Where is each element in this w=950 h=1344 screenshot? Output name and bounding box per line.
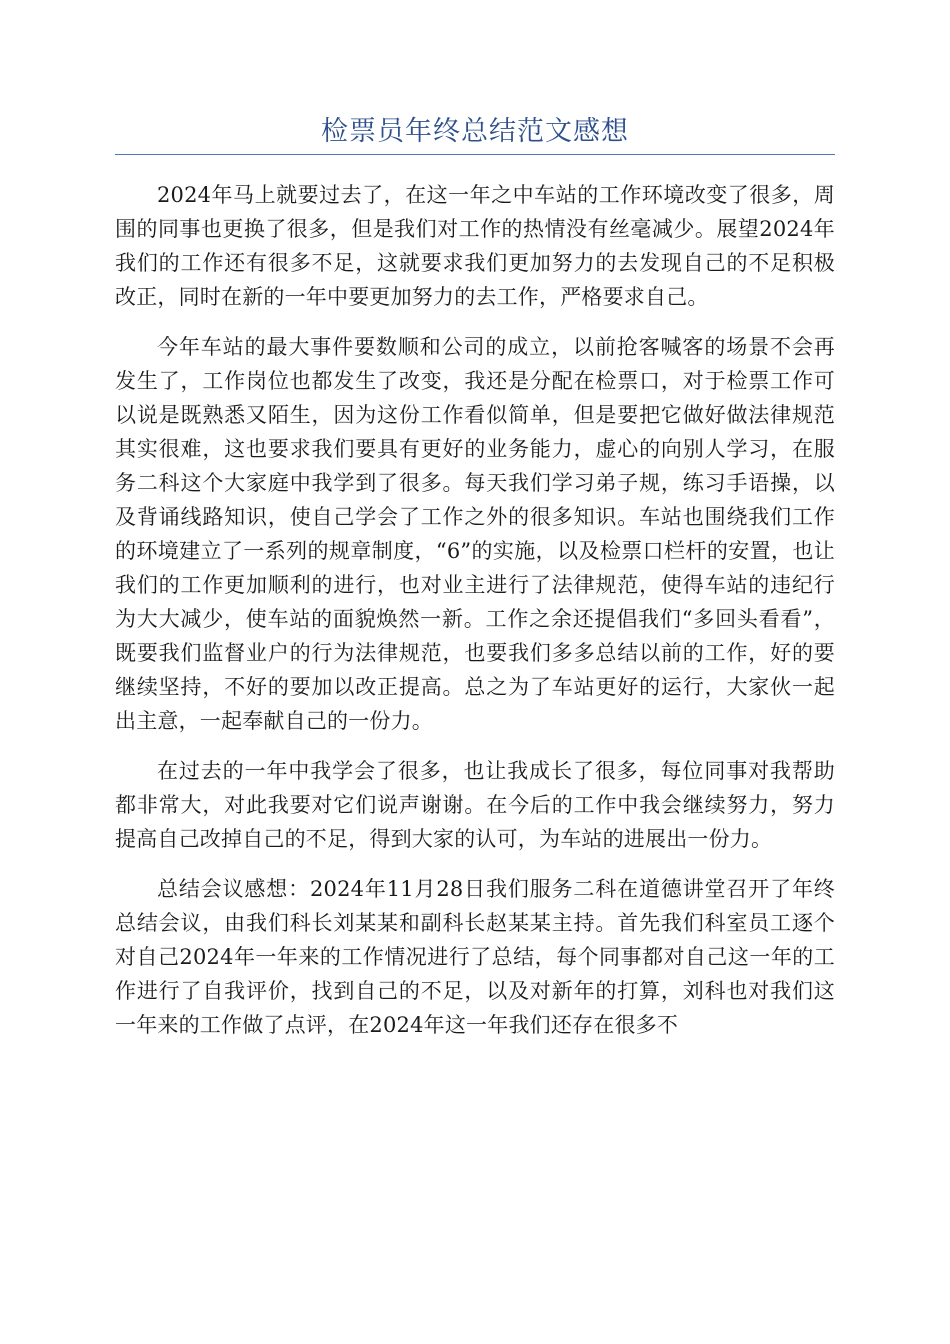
paragraph-station-events: 今年车站的最大事件要数顺和公司的成立，以前抢客喊客的场景不会再发生了，工作岗位也都发生了改变，我还是分配在检票口，对于检票工作可以说是既熟悉又陌生，因为这份工作看似简单，但是要把它做好做法律规范其实很难，这也要求我们要具有更好的业务能力，虚心的向别人学习，在服务二科这个大家庭中我学到了很多。每天我们学习弟子规，练习手语操，以及背诵线路知识，使自己学会了工作之外的很多知识。车站也围绕我们工作的环境建立了一系列的规章制度，“6”的实施，以及检票口栏杆的安置，也让我们的工作更加顺利的进行，也对业主进行了法律规范，使得车站的违纪行为大大减少，使车站的面貌焕然一新。工作之余还提倡我们“多回头看看”，既要我们监督业户的行为法律规范，也要我们多多总结以前的工作，好的要继续坚持，不好的要加以改正提高。总之为了车站更好的运行，大家伙一起出主意，一起奉献自己的一份力。: [115, 335, 835, 733]
title-underline: [115, 154, 835, 155]
paragraph-intro: 2024年马上就要过去了，在这一年之中车站的工作环境改变了很多，周围的同事也更换了很多，但是我们对工作的热情没有丝毫减少。展望2024年我们的工作还有很多不足，这就要求我们更加努力的去发现自己的不足积极改正，同时在新的一年中要更加努力的去工作，严格要求自己。: [115, 183, 835, 309]
paragraph-gratitude: 在过去的一年中我学会了很多，也让我成长了很多，每位同事对我帮助都非常大，对此我要对它们说声谢谢。在今后的工作中我会继续努力，努力提高自己改掉自己的不足，得到大家的认可，为车站的进展出一份力。: [115, 759, 835, 851]
paragraph-meeting-reflection: 总结会议感想：2024年11月28日我们服务二科在道德讲堂召开了年终总结会议，由我们科长刘某某和副科长赵某某主持。首先我们科室员工逐个对自己2024年一年来的工作情况进行了总结，每个同事都对自己这一年的工作进行了自我评价，找到自己的不足，以及对新年的打算，刘科也对我们这一年来的工作做了点评，在2024年这一年我们还存在很多不: [115, 877, 835, 1037]
document-title: 检票员年终总结范文感想: [321, 116, 629, 147]
document-body: [115, 178, 835, 1058]
